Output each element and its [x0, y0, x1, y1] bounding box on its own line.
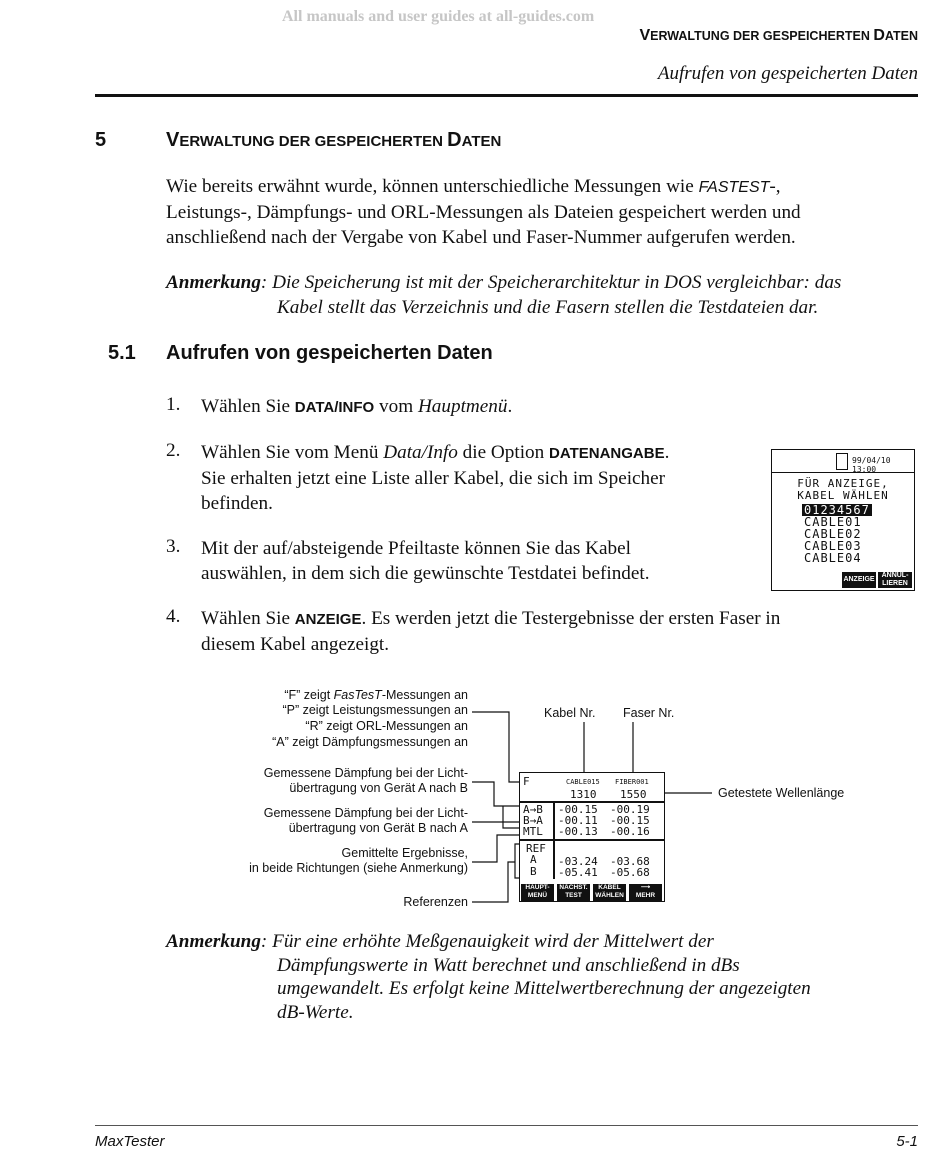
step-2: Wählen Sie vom Menü Data/Info die Option DATENANGABE. Sie erhalten jetzt eine Liste aller Kabel, die sich im Speicher befinden.	[201, 442, 670, 514]
watermark: All manuals and user guides at all-guides.com	[282, 8, 595, 25]
screen-wavelength-2: 1550	[620, 788, 647, 801]
screen-row-value: -00.19	[610, 803, 650, 816]
step-number: 4.	[166, 606, 181, 627]
screen-datetime: 99/04/10 13:00	[852, 456, 891, 474]
screen-ref-value: -03.68	[610, 855, 650, 868]
label-cable-number: Kabel Nr.	[544, 706, 596, 720]
footer-product: MaxTester	[95, 1133, 165, 1150]
test-results-screen	[519, 772, 665, 902]
screen-row-label: B→A	[523, 814, 543, 827]
step-3: Mit der auf/absteigende Pfeiltaste können Sie das Kabel auswählen, in dem sich die gewünschte Testdatei befindet.	[201, 538, 650, 584]
more-softkey[interactable]: ⟶ MEHR	[629, 884, 662, 901]
step-number: 3.	[166, 536, 181, 557]
screen-ref-key: B	[530, 865, 537, 878]
step-number: 2.	[166, 440, 181, 461]
screen-divider	[520, 839, 664, 841]
screen-fiber: FIBER001	[615, 778, 649, 786]
running-header-title: VERWALTUNG DER GESPEICHERTEN DATEN	[639, 27, 918, 44]
label-wavelength: Getestete Wellenlänge	[718, 786, 845, 800]
select-cable-softkey[interactable]: KABEL WÄHLEN	[593, 884, 626, 901]
step-4: Wählen Sie ANZEIGE. Es werden jetzt die Testergebnisse der ersten Faser in diesem Kabel angezeigt.	[201, 608, 781, 655]
label-a-to-b: Gemessene Dämpfung bei der Licht- übertragung von Gerät A nach B	[263, 766, 468, 795]
screen-wavelength-1: 1310	[570, 788, 597, 801]
note-averaging: Anmerkung: Für eine erhöhte Meßgenauigkeit wird der Mittelwert der Dämpfungswerte in Watt berechnet und anschließend in dBs umgewandelt. Es erfolgt keine Mittelwertberechnung der angezeigten dB-Werte.	[166, 931, 811, 1023]
annullieren-softkey[interactable]: ANNUL- LIEREN	[878, 572, 912, 588]
screen-divider	[553, 801, 555, 841]
hauptmenu-softkey[interactable]: HAUPT- MENÜ	[521, 884, 554, 901]
screen-prompt-line1: FÜR ANZEIGE,	[797, 477, 889, 490]
label-r-mode: “R” zeigt ORL-Messungen an	[305, 719, 468, 733]
screen-cable: CABLE015	[566, 778, 600, 786]
screen-status-bar	[772, 450, 914, 473]
cable-item[interactable]: CABLE04	[804, 551, 862, 565]
subsection-number: 5.1	[108, 342, 136, 364]
screen-ref-value: -03.24	[558, 855, 598, 868]
subsection-title: Aufrufen von gespeicherten Daten	[166, 342, 493, 364]
screen-ref-key: A	[530, 853, 537, 866]
screen-row-value: -00.15	[558, 803, 598, 816]
label-a-mode: “A” zeigt Dämpfungsmessungen an	[272, 735, 468, 749]
intro-paragraph: Wie bereits erwähnt wurde, können unterschiedliche Messungen wie FASTEST-, Leistungs-, Dämpfungs- und ORL-Messungen als Dateien gespeichert werden und anschließend nach der Vergabe von Kabel und Faser-Nummer aufgerufen werden.	[166, 176, 801, 248]
next-test-softkey[interactable]: NÄCHST. TEST	[557, 884, 590, 901]
header-rule	[95, 94, 918, 97]
cable-list-screen	[771, 449, 915, 591]
note-storage: Anmerkung: Die Speicherung ist mit der Speicherarchitektur in DOS vergleichbar: das Kabel stellt das Verzeichnis und die Fasern stellen die Testdateien dar.	[166, 272, 842, 318]
screen-ref-value: -05.68	[610, 866, 650, 879]
label-references: Referenzen	[403, 895, 468, 909]
screen-row-value: -00.13	[558, 825, 598, 838]
footer-rule	[95, 1125, 918, 1126]
screen-row-value: -00.15	[610, 814, 650, 827]
cable-item[interactable]: CABLE02	[804, 527, 862, 541]
screen-row-value: -00.11	[558, 814, 598, 827]
label-average: Gemittelte Ergebnisse, in beide Richtungen (siehe Anmerkung)	[249, 846, 468, 875]
screen-prompt-line2: KABEL WÄHLEN	[797, 489, 889, 502]
screen-row-label: MTL	[523, 825, 543, 838]
label-p-mode: “P” zeigt Leistungsmessungen an	[282, 703, 468, 717]
screen-row-value: -00.16	[610, 825, 650, 838]
section-title: VERWALTUNG DER GESPEICHERTEN DATEN	[166, 129, 502, 151]
screen-mode: F	[523, 775, 530, 788]
label-b-to-a: Gemessene Dämpfung bei der Licht- übertragung von Gerät B nach A	[263, 806, 468, 835]
section-number: 5	[95, 129, 107, 151]
cable-item[interactable]: CABLE03	[804, 539, 862, 553]
screen-ref-label: REF	[526, 842, 546, 855]
cable-item[interactable]: CABLE01	[804, 515, 862, 529]
running-header-subtitle: Aufrufen von gespeicherten Daten	[657, 63, 918, 84]
screen-divider	[553, 839, 555, 879]
anzeige-softkey[interactable]: ANZEIGE	[842, 572, 876, 588]
screen-row-label: A→B	[523, 803, 543, 816]
footer-page-number: 5-1	[896, 1133, 918, 1150]
screen-ref-value: -05.41	[558, 866, 598, 879]
label-fiber-number: Faser Nr.	[623, 706, 675, 720]
step-1: Wählen Sie DATA/INFO vom Hauptmenü.	[201, 396, 513, 417]
cable-item-selected[interactable]: 01234567	[804, 503, 870, 517]
step-number: 1.	[166, 394, 181, 415]
label-f-mode: “F” zeigt FasTesT-Messungen an	[284, 688, 468, 702]
battery-icon	[836, 453, 848, 470]
